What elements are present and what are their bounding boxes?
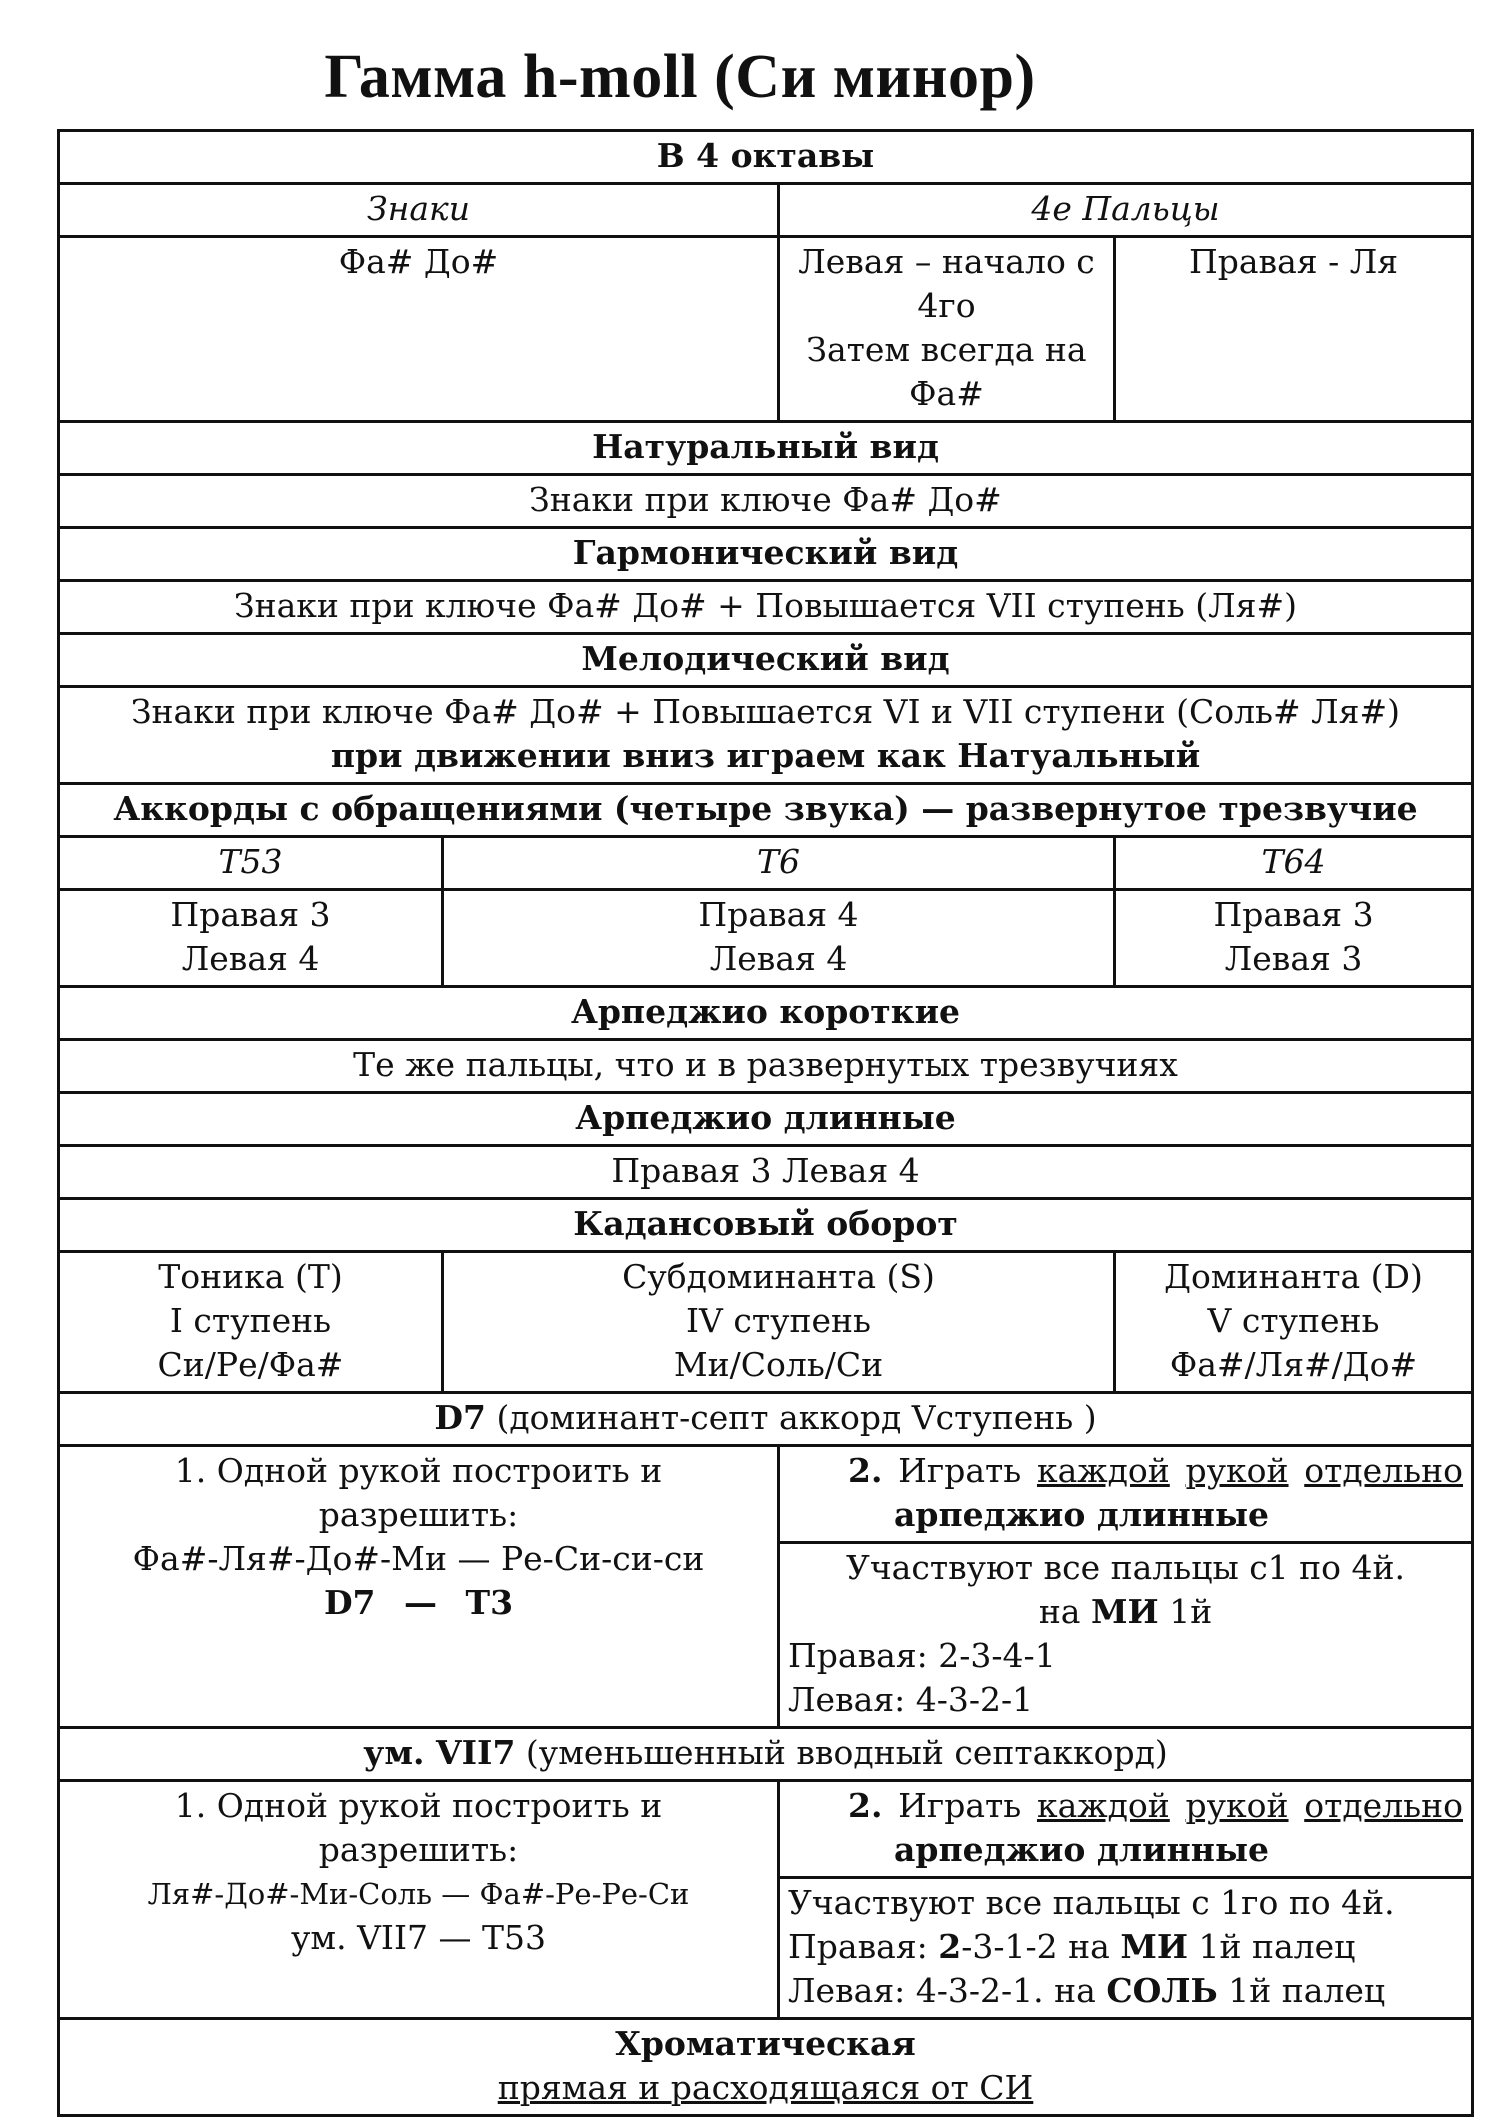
cadence-subdominant: Субдоминанта (S) IV ступень Ми/Соль/Си — [443, 1252, 1115, 1393]
chromatic-text: прямая и расходящаяся от СИ — [497, 2068, 1034, 2107]
fingers-header: 4е Пальцы — [779, 184, 1473, 237]
vii7-title: ум. VII7 (уменьшенный вводный септаккорд) — [59, 1728, 1473, 1781]
d7-build: 1. Одной рукой построить и разрешить: Фа#-Ля#-До#-Ми — Ре-Си-си-си D7 — T3 — [59, 1446, 779, 1728]
left-hand-fingering: Левая – начало с 4го Затем всегда на Фа# — [779, 237, 1115, 422]
chord-name-t6: T6 — [443, 837, 1115, 890]
harmonic-title: Гармонический вид — [59, 528, 1473, 581]
vii7-right-fingering: Правая: 2-3-1-2 на МИ 1й палец — [788, 1927, 1356, 1966]
d7-fingering-info: Участвуют все пальцы с1 по 4й. на МИ 1й Правая: 2-3-4-1 Левая: 4-3-2-1 — [779, 1543, 1473, 1728]
chord-fingers-t64: Правая 3 Левая 3 — [1115, 890, 1473, 987]
right-hand-fingering: Правая - Ля — [1115, 237, 1473, 422]
vii7-build: 1. Одной рукой построить и разрешить: Ля#-До#-Ми-Соль — Фа#-Ре-Ре-Си ум. VII7 — T53 — [59, 1781, 779, 2019]
melodic-text: Знаки при ключе Фа# До# + Повышается VI и VII ступени (Соль# Ля#) при движении вниз играем как Натуальный — [59, 687, 1473, 784]
scale-table — [57, 129, 1474, 2117]
d7-play: 2. Играть каждой рукой отдельно арпеджио длинные — [779, 1446, 1473, 1543]
melodic-title: Мелодический вид — [59, 634, 1473, 687]
arp-short-text: Те же пальцы, что и в развернутых трезвучиях — [59, 1040, 1473, 1093]
melodic-note: при движении вниз играем как Натуальный — [330, 736, 1201, 775]
natural-title: Натуральный вид — [59, 422, 1473, 475]
d7-title: D7 (доминант-септ аккорд Vступень ) — [59, 1393, 1473, 1446]
arp-long-title: Арпеджио длинные — [59, 1093, 1473, 1146]
chord-fingers-t53: Правая 3 Левая 4 — [59, 890, 443, 987]
page-title: Гамма h-moll (Си минор) — [324, 43, 1036, 111]
chord-fingers-t6: Правая 4 Левая 4 — [443, 890, 1115, 987]
d7-right-fingering: Правая: 2-3-4-1 — [788, 1636, 1056, 1675]
cadence-title: Кадансовый оборот — [59, 1199, 1473, 1252]
signs-value: Фа# До# — [59, 237, 779, 422]
harmonic-text: Знаки при ключе Фа# До# + Повышается VII ступень (Ля#) — [59, 581, 1473, 634]
chromatic-title: Хроматическая — [615, 2024, 916, 2063]
chord-name-t64: T64 — [1115, 837, 1473, 890]
chords-title: Аккорды с обращениями (четыре звука) — развернутое трезвучие — [59, 784, 1473, 837]
cadence-dominant: Доминанта (D) V ступень Фа#/Ля#/До# — [1115, 1252, 1473, 1393]
arp-short-title: Арпеджио короткие — [59, 987, 1473, 1040]
cadence-tonic: Тоника (Т) I ступень Си/Ре/Фа# — [59, 1252, 443, 1393]
octaves-header: В 4 октавы — [59, 131, 1473, 184]
chord-name-t53: T53 — [59, 837, 443, 890]
vii7-fingering-info: Участвуют все пальцы с 1го по 4й. Правая: 2-3-1-2 на МИ 1й палец Левая: 4-3-2-1. на СОЛЬ 1й палец — [779, 1878, 1473, 2019]
d7-left-fingering: Левая: 4-3-2-1 — [788, 1680, 1034, 1719]
chromatic — [59, 2019, 1473, 2116]
vii7-play: 2. Играть каждой рукой отдельно арпеджио длинные — [779, 1781, 1473, 1878]
vii7-left-fingering: Левая: 4-3-2-1. на СОЛЬ 1й палец — [788, 1971, 1386, 2010]
signs-header: Знаки — [59, 184, 779, 237]
arp-long-text: Правая 3 Левая 4 — [59, 1146, 1473, 1199]
natural-text: Знаки при ключе Фа# До# — [59, 475, 1473, 528]
